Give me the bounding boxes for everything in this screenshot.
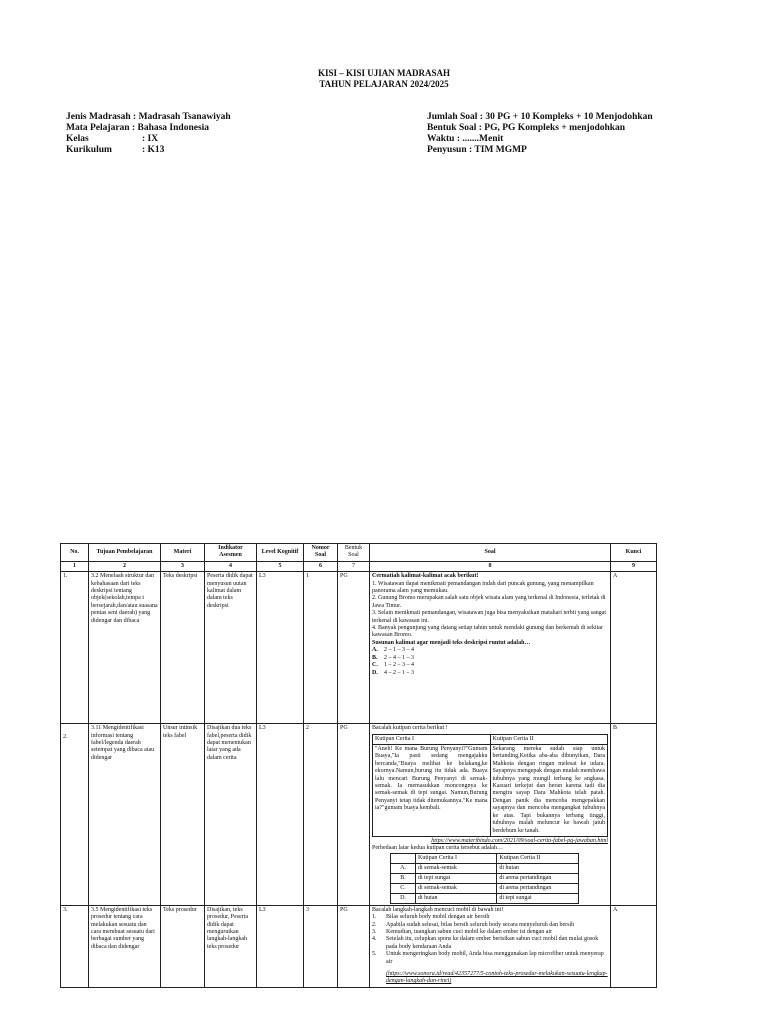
header-materi: Materi bbox=[161, 544, 205, 562]
cell-tujuan: 3.5 Mengidentifikasi teks prosedur tentang cara melakukan sesuatu dan cara membuat sesuatu dari berbagai sumber yang dibaca dan didengar bbox=[89, 905, 161, 987]
document-subtitle: TAHUN PELAJARAN 2024/2025 bbox=[319, 79, 449, 89]
kutipan-header-2: Kutipan Cerita II bbox=[490, 734, 608, 744]
kisi-table bbox=[60, 543, 657, 988]
meta-mata-pelajaran: Mata Pelajaran : Bahasa Indonesia bbox=[66, 123, 210, 133]
steps-list bbox=[372, 914, 608, 966]
header-bentuk: Bentuk Soal bbox=[338, 544, 370, 562]
latar-header-1: Kutipan Cerita I bbox=[416, 853, 497, 863]
cell-bentuk: PG bbox=[338, 572, 370, 724]
cell-materi: Teks prosedur bbox=[161, 905, 205, 987]
answer-option: A. di semak-semak di hutan bbox=[391, 863, 579, 873]
kutipan-text-2: Sekarang mereka sudah siap untuk bertanding,Ketika aba-aba dibunyikan, Dara Mahkota dengan ringan melesat ke udara. Sayapnya mengepak dengan mudah membawa tubuhnya yang mungil terbang ke angkasa. Kasuari terkejut dan heran karena tadi dia mengira sayap Dara Mahkota telah patah. Dengan panik dia mencoba mengepakkan sayapnya dan mencoba mengangkat tubuhnya ke atas. Tapi bukannya terbang tinggi, tubuhnya malah meluncur ke bawah jatuh berdebum ke tanah. bbox=[490, 745, 608, 837]
list-item: 1. Bilas seluruh body mobil dengan air bersih bbox=[372, 914, 490, 921]
list-item: 5. Untuk mengeringkan body mobil, Anda bisa menggunakan lap microfiber untuk menyerap air bbox=[372, 951, 604, 965]
col-number: 5 bbox=[257, 561, 304, 571]
col-number: 6 bbox=[304, 561, 338, 571]
meta-bentuk-soal: Bentuk Soal : PG, PG Kompleks + menjodohkan bbox=[427, 123, 626, 133]
source-link[interactable]: (https://www.sonora.id/read/42357277/5-contoh-teks-prosedur-melakukan-sesuatu-lengkap-dengan-langkah-dan-rinci) bbox=[386, 970, 608, 985]
kutipan-text-1: "Aneh! Ke mana Burung Penyanyi?"Gumam Buaya,"Ia pasti sedang mengajakku bercanda,"Buaya melihat ke belakang,ke ekornya.Namun,burung itu tidak ada. Buaya lalu mencari Burung Penyanyi di semak-semak. Ia memasukkan moncongnya ke semak-semak di tepi sungai. Namun,Burung Penyanyi tetap tidak ditemukannya."Ke mana ia?"gumam buaya kembali. bbox=[373, 745, 491, 837]
header-nomor: Nomor Soal bbox=[304, 544, 338, 562]
soal-instruction: Bacalah langkah-langkah mencuci mobil di bawah ini! bbox=[372, 906, 504, 913]
cell-indikator: Disajikan, teks prosedur, Peserta didik dapat mengurutkan langkah-langkah teks prosedur bbox=[205, 905, 257, 987]
col-number: 2 bbox=[89, 561, 161, 571]
cell-soal bbox=[370, 572, 611, 724]
cell-kunci: A bbox=[611, 905, 657, 987]
header-level: Level Kognitif bbox=[257, 544, 304, 562]
list-item: 4. Setelah itu, celupkan spons ke dalam ember berisikan sabun cuci mobil dan mulai gosok pada body kendaraan Anda bbox=[372, 936, 599, 950]
table-row bbox=[61, 572, 657, 724]
answer-option: D. 4 – 2 – 1 – 3 bbox=[372, 669, 414, 676]
soal-instruction: Bacalah kutipan cerita berikut ! bbox=[372, 725, 448, 732]
soal-question: Perbedaan latar kedua kutipan cerita tersebut adalah… bbox=[372, 845, 503, 852]
cell-soal bbox=[370, 905, 611, 987]
cell-materi: Unsur intinsik teks fabel bbox=[161, 724, 205, 906]
meta-jumlah-soal: Jumlah Soal : 30 PG + 10 Kompleks + 10 Menjodohkan bbox=[427, 112, 653, 122]
header-no: No. bbox=[61, 544, 89, 562]
cell-no: 2. bbox=[61, 724, 89, 906]
col-number: 8 bbox=[370, 561, 611, 571]
col-number: 1 bbox=[61, 561, 89, 571]
header-soal: Soal bbox=[370, 544, 611, 562]
meta-jenis-madrasah: Jenis Madrasah : Madrasah Tsanawiyah bbox=[66, 112, 231, 122]
document-title: KISI – KISI UJIAN MADRASAH bbox=[317, 68, 451, 78]
cell-tujuan: 3.2 Menelaah struktur dan kebahasaan dari teks deskripsi tentang objek(sekolah,tempa t bersejarah,dan/atau suasana pentas seni daerah) yang didengar dan dibaca bbox=[89, 572, 161, 724]
answer-option: C. di semak-semak di arena pertandingan bbox=[391, 883, 579, 893]
latar-header-2: Kutipan Cerita II bbox=[497, 853, 578, 863]
meta-kurikulum: Kurikulum : K13 bbox=[66, 145, 165, 155]
cell-tujuan: 3.11 Mengidentifikasi informasi tentang fabel/legenda daerah setempat yang dibaca atau didengar bbox=[89, 724, 161, 906]
header-tujuan: Tujuan Pembelajaran bbox=[89, 544, 161, 562]
cell-indikator: Disajikan dua teks fabel,peserta didik dapat menentukan latar yang ada dalam cerita bbox=[205, 724, 257, 906]
col-number: 3 bbox=[161, 561, 205, 571]
answer-option: B. 2 – 4 – 1 – 3 bbox=[372, 654, 414, 661]
header-kunci: Kunci bbox=[611, 544, 657, 562]
answer-option: B. di tepi sungai di arena pertandingan bbox=[391, 873, 579, 883]
source-link[interactable]: https://www.materibindo.com/2021/09/soal-cerita-fabel-pg-jawaban.html bbox=[431, 837, 608, 844]
list-item: 3. Kemudian, tuangkan sabun cuci mobil ke dalam ember isi dengan air bbox=[372, 928, 553, 935]
latar-options-table bbox=[390, 853, 579, 904]
cell-nomor: 3 bbox=[304, 905, 338, 987]
soal-sentence: 4. Banyak pengunjung yang datang setiap tahun untuk mendaki gunung dan berkemah di sekitar kawasan Bromo. bbox=[372, 625, 603, 639]
cell-no: 1. bbox=[61, 572, 89, 724]
cell-materi: Teks deskripsi bbox=[161, 572, 205, 724]
kutipan-table bbox=[372, 734, 608, 837]
header-indikator: Indikator Asesmen bbox=[205, 544, 257, 562]
answer-option: A. 2 – 1 – 3 – 4 bbox=[372, 647, 414, 654]
meta-left bbox=[66, 112, 231, 156]
cell-level: L3 bbox=[257, 724, 304, 906]
meta-penyusun: Penyusun : TIM MGMP bbox=[427, 145, 527, 155]
cell-bentuk: PG bbox=[338, 724, 370, 906]
soal-sentence: 1. Wisatawan dapat menikmati pemandangan indah dari puncak gunung, yang menampilkan panorama alam yang memukau. bbox=[372, 580, 594, 595]
cell-nomor: 2 bbox=[304, 724, 338, 906]
table-number-row bbox=[61, 561, 657, 571]
soal-sentence: 3. Selain menikmati pemandangan, wisatawan juga bisa menyaksikan matahari terbit yang sangat terkenal di kawasan ini. bbox=[372, 610, 607, 624]
cell-kunci: B bbox=[611, 724, 657, 906]
cell-no: 3. bbox=[61, 905, 89, 987]
table-row bbox=[61, 905, 657, 987]
table-row bbox=[61, 724, 657, 906]
cell-soal bbox=[370, 724, 611, 906]
meta-kelas: Kelas : IX bbox=[66, 134, 159, 144]
cell-bentuk: PG bbox=[338, 905, 370, 987]
kutipan-header-1: Kutipan Cerita I bbox=[373, 734, 491, 744]
cell-level: L3 bbox=[257, 905, 304, 987]
col-number: 7 bbox=[338, 561, 370, 571]
soal-instruction: Cermatiah kalimat-kalimat acak berikut! bbox=[372, 573, 479, 580]
answer-option: C. 1 – 2 – 3 – 4 bbox=[372, 662, 414, 669]
meta-right bbox=[427, 112, 653, 156]
cell-level: L3 bbox=[257, 572, 304, 724]
cell-nomor: 1 bbox=[304, 572, 338, 724]
cell-indikator: Peserta didik dapat menyusun uutan kalimat dalam dalam teks deskripsi bbox=[205, 572, 257, 724]
cell-kunci: A bbox=[611, 572, 657, 724]
col-number: 9 bbox=[611, 561, 657, 571]
meta-waktu: Waktu : .......Menit bbox=[427, 134, 504, 144]
soal-question: Susunan kalimat agar menjadi teks deskripsi runtut adalah… bbox=[372, 639, 531, 646]
table-header-row bbox=[61, 544, 657, 562]
soal-sentence: 2. Gunung Bromo merupakan salah satu objek wisata alam yang terkenal di Indonesia, terletak di Jawa Timur. bbox=[372, 595, 606, 609]
answer-option: D. di hutan di tepi sungai bbox=[391, 893, 579, 903]
list-item: 2. Apabila sudah selesai, bilas bersih seluruh body secara menyeluruh dan bersih bbox=[372, 921, 575, 928]
col-number: 4 bbox=[205, 561, 257, 571]
